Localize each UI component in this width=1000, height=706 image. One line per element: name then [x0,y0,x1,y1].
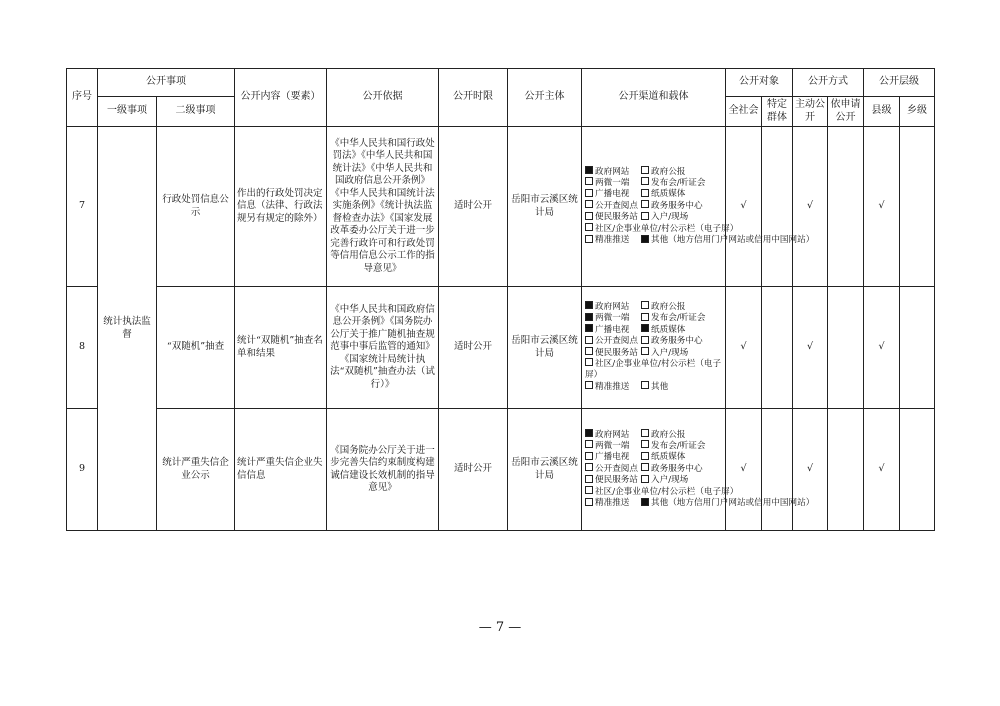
row-mode-request [828,409,864,531]
channel-item [585,498,641,509]
channel-label: 入户/现场 [651,212,689,223]
disclosure-table [66,68,935,531]
table-row [67,287,935,409]
row-subject: 岳阳市云溪区统计局 [508,127,582,287]
channel-item [641,430,814,441]
channel-item [585,464,641,475]
channel-label: 发布会/听证会 [651,440,706,451]
channel-label: 发布会/听证会 [651,177,706,188]
unchecked-box-icon [641,313,649,321]
unchecked-box-icon [585,440,593,448]
channel-label: 政务服务中心 [651,336,703,347]
channel-item [641,178,814,189]
channel-item [641,325,723,336]
checked-box-icon [641,235,649,243]
channel-item [585,302,641,313]
unchecked-box-icon [585,486,593,494]
row-target-all: √ [726,127,762,287]
header-subject: 公开主体 [508,69,582,127]
unchecked-box-icon [641,381,649,389]
channel-item [641,212,814,223]
header-content: 公开内容（要素） [235,69,327,127]
unchecked-box-icon [585,223,593,231]
channel-item [641,336,723,347]
unchecked-box-icon [585,347,593,355]
row-target-all: √ [726,409,762,531]
row-mode-active: √ [793,287,828,409]
channel-item [641,235,814,246]
checked-box-icon [641,324,649,332]
row-level-county: √ [864,409,900,531]
unchecked-box-icon [641,212,649,220]
header-seq: 序号 [67,69,98,127]
channel-item [641,498,814,509]
table-row [67,409,935,531]
unchecked-box-icon [641,475,649,483]
row-basis: 《中华人民共和国政府信息公开条例》《国务院办公厅关于推广随机抽查规范事中事后监管的通知》《国家统计局统计执法“双随机”抽查办法（试行）》 [327,287,439,409]
row-channels [582,127,815,287]
channel-item [641,313,723,324]
unchecked-box-icon [585,475,593,483]
checked-box-icon [585,301,593,309]
channel-label: 政府网站 [595,429,630,440]
channel-label: 广播电视 [595,189,630,200]
row-target-specific [762,287,793,409]
channel-label: 广播电视 [595,324,630,335]
row-mode-active: √ [793,409,828,531]
row-level-county: √ [864,127,900,287]
header-time-limit: 公开时限 [439,69,508,127]
channel-item [641,464,814,475]
channel-label: 其他 [651,381,669,392]
channel-label: 政府公报 [651,301,686,312]
unchecked-box-icon [585,452,593,460]
channel-label: 便民服务站 [595,212,638,223]
checked-box-icon [641,498,649,506]
channel-item [641,167,814,178]
channel-item [641,441,814,452]
channel-item [641,475,814,486]
channel-label: 精准推送 [595,498,630,509]
unchecked-box-icon [641,301,649,309]
row-level-town [900,287,935,409]
channel-item [585,224,814,235]
channel-item [585,178,641,189]
unchecked-box-icon [585,358,593,366]
channel-item [585,382,641,393]
header-level1: 一级事项 [98,97,157,127]
channel-item [585,336,641,347]
channel-item [585,487,814,498]
checked-box-icon [585,429,593,437]
channel-item [585,359,723,382]
channel-item [585,313,641,324]
header-matters: 公开事项 [98,69,235,97]
page-number: — 7 — [478,620,522,635]
channel-label: 纸质媒体 [651,452,686,463]
channel-item [585,325,641,336]
table-row [67,127,935,287]
row-mode-request [828,287,864,409]
header-basis: 公开依据 [327,69,439,127]
channel-item [585,475,641,486]
header-level2: 二级事项 [157,97,235,127]
channel-label: 精准推送 [595,235,630,246]
unchecked-box-icon [585,177,593,185]
row-seq: 9 [67,409,98,531]
row-subject: 岳阳市云溪区统计局 [508,409,582,531]
row-level-town [900,409,935,531]
channel-item [585,212,641,223]
row-level2: 统计严重失信企业公示 [157,409,235,531]
unchecked-box-icon [585,381,593,389]
unchecked-box-icon [641,463,649,471]
channel-label: 社区/企事业单位/村公示栏（电子屏） [595,223,739,234]
header-mode-active: 主动公开 [793,97,828,127]
header-mode-request: 依申请公开 [828,97,864,127]
channel-item [641,189,814,200]
header-channels: 公开渠道和载体 [582,69,726,127]
unchecked-box-icon [641,452,649,460]
channel-item [585,348,641,359]
unchecked-box-icon [585,200,593,208]
channel-item [641,382,723,393]
row-level2: 行政处罚信息公示 [157,127,235,287]
channel-label: 政府公报 [651,166,686,177]
unchecked-box-icon [641,336,649,344]
row-basis: 《国务院办公厅关于进一步完善失信约束制度构建诚信建设长效机制的指导意见》 [327,409,439,531]
row-time-limit: 适时公开 [439,409,508,531]
row-content: 作出的行政处罚决定信息（法律、行政法规另有规定的除外） [235,127,327,287]
channel-label: 公开查阅点 [595,200,638,211]
channel-item [641,348,723,359]
row-time-limit: 适时公开 [439,287,508,409]
row-channels [582,409,815,531]
channel-label: 政务服务中心 [651,463,703,474]
row-time-limit: 适时公开 [439,127,508,287]
header-level: 公开层级 [864,69,935,97]
unchecked-box-icon [641,189,649,197]
channel-label: 政府公报 [651,429,686,440]
channel-label: 其他（地方信用门户网站或信用中国网站） [651,498,815,509]
channel-label: 两微一端 [595,440,630,451]
row-level-town [900,127,935,287]
channel-label: 政府网站 [595,166,630,177]
unchecked-box-icon [641,166,649,174]
header-level-county: 县级 [864,97,900,127]
channel-item [641,302,723,313]
row-content: 统计“双随机”抽查名单和结果 [235,287,327,409]
row-level2: “双随机”抽查 [157,287,235,409]
unchecked-box-icon [585,212,593,220]
channel-label: 发布会/听证会 [651,313,706,324]
channel-label: 纸质媒体 [651,189,686,200]
row-seq: 8 [67,287,98,409]
row-mode-active: √ [793,127,828,287]
channel-item [585,441,641,452]
unchecked-box-icon [641,347,649,355]
channel-item [585,452,641,463]
header-target-all: 全社会 [726,97,762,127]
row-subject: 岳阳市云溪区统计局 [508,287,582,409]
channel-label: 入户/现场 [651,475,689,486]
row-level1: 统计执法监督 [98,127,157,531]
channel-label: 精准推送 [595,381,630,392]
checked-box-icon [585,166,593,174]
channel-label: 政务服务中心 [651,200,703,211]
channel-label: 入户/现场 [651,347,689,358]
channel-label: 便民服务站 [595,475,638,486]
header-target-specific: 特定群体 [762,97,793,127]
row-content: 统计严重失信企业失信信息 [235,409,327,531]
channel-item [585,235,641,246]
channel-label: 广播电视 [595,452,630,463]
channel-label: 公开查阅点 [595,463,638,474]
channel-item [641,201,814,212]
header-target: 公开对象 [726,69,793,97]
channel-item [585,167,641,178]
unchecked-box-icon [585,463,593,471]
row-channels [582,287,726,409]
unchecked-box-icon [641,200,649,208]
channel-label: 社区/企事业单位/村公示栏（电子屏） [585,358,722,381]
channel-label: 两微一端 [595,313,630,324]
channel-label: 两微一端 [595,177,630,188]
channel-label: 社区/企事业单位/村公示栏（电子屏） [595,486,739,497]
unchecked-box-icon [641,429,649,437]
row-seq: 7 [67,127,98,287]
channel-item [585,430,641,441]
unchecked-box-icon [585,189,593,197]
row-target-all: √ [726,287,762,409]
channel-label: 便民服务站 [595,347,638,358]
channel-label: 其他（地方信用门户网站或信用中国网站） [651,235,815,246]
channel-label: 公开查阅点 [595,336,638,347]
row-basis: 《中华人民共和国行政处罚法》《中华人民共和国统计法》《中华人民共和国政府信息公开条例》《中华人民共和国统计法实施条例》《统计执法监督检查办法》《国家发展改革委办公厅关于进一步完善行政许可和行政处罚等信用信息公示工作的指导意见》 [327,127,439,287]
unchecked-box-icon [585,235,593,243]
header-mode: 公开方式 [793,69,864,97]
row-level-county: √ [864,287,900,409]
checked-box-icon [585,324,593,332]
row-mode-request [828,127,864,287]
header-level-town: 乡级 [900,97,935,127]
unchecked-box-icon [641,440,649,448]
channel-label: 纸质媒体 [651,324,686,335]
channel-item [585,189,641,200]
unchecked-box-icon [641,177,649,185]
channel-label: 政府网站 [595,301,630,312]
channel-item [641,452,814,463]
channel-item [585,201,641,212]
unchecked-box-icon [585,498,593,506]
checked-box-icon [585,313,593,321]
unchecked-box-icon [585,336,593,344]
